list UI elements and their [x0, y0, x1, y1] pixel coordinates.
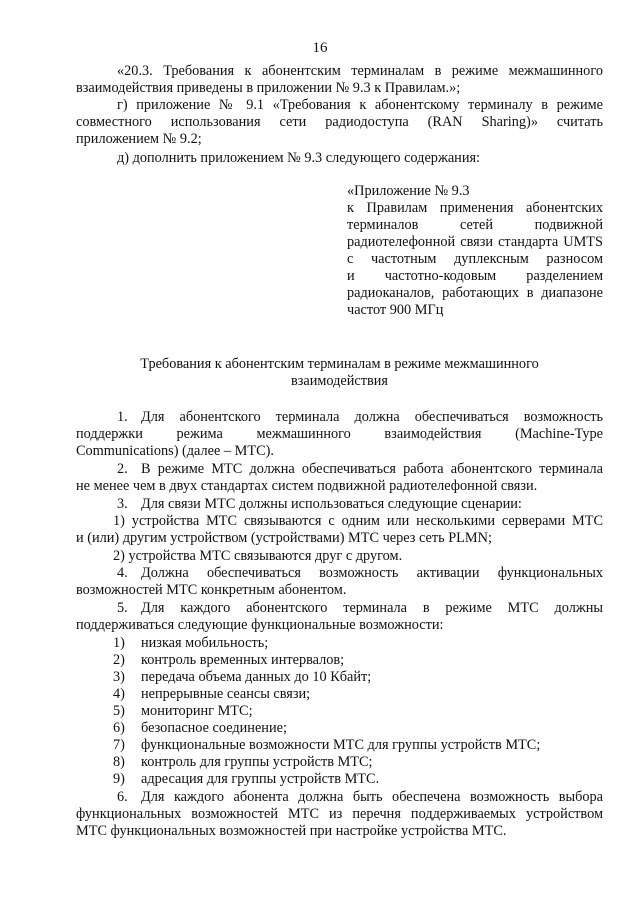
appendix-ref-line3: терминалов сетей подвижной [347, 217, 603, 233]
feature-number: 4) [113, 686, 125, 702]
feature-number: 7) [113, 737, 125, 753]
item-5-line1: Для каждого абонентского терминала в режиме МТС должны [141, 600, 603, 616]
item-6-line1: Для каждого абонента должна быть обеспечена возможность выбора [141, 789, 603, 805]
item-6-number: 6. [117, 789, 128, 805]
feature-number: 3) [113, 669, 125, 685]
feature-number: 8) [113, 754, 125, 770]
section-heading-line2: взаимодействия [290, 373, 389, 389]
feature-number: 9) [113, 771, 125, 787]
intro-p1-line2: взаимодействия приведены в приложении № 9.3 к Правилам.»; [76, 80, 461, 96]
intro-p2-line3: приложением № 9.2; [76, 131, 202, 147]
intro-p1-line1: «20.3. Требования к абонентским терминалам в режиме межмашинного [117, 63, 603, 79]
item-2-number: 2. [117, 461, 128, 477]
feature-text: непрерывные сеансы связи; [141, 686, 311, 702]
feature-number: 6) [113, 720, 125, 736]
item-4-line1: Должна обеспечиваться возможность активации функциональных [141, 565, 603, 581]
item-1-line1: Для абонентского терминала должна обеспечиваться возможность [141, 409, 603, 425]
item-4-number: 4. [117, 565, 128, 581]
item-1-line2: поддержки режима межмашинного взаимодействия (Machine-Type [76, 426, 603, 442]
feature-text: контроль для группы устройств МТС; [141, 754, 373, 770]
intro-p2-line2: совместного использования сети радиодоступа (RAN Sharing)» считать [76, 114, 603, 130]
appendix-ref-line2: к Правилам применения абонентских [347, 200, 603, 216]
item-1-number: 1. [117, 409, 128, 425]
appendix-ref-line7: радиоканалов, работающих в диапазоне [347, 285, 603, 301]
item-5-line2: поддерживаться следующие функциональные возможности: [76, 617, 444, 633]
intro-p3: д) дополнить приложением № 9.3 следующего содержания: [117, 150, 481, 166]
feature-text: передача объема данных до 10 Кбайт; [141, 669, 372, 685]
section-heading-line1: Требования к абонентским терминалам в режиме межмашинного [140, 356, 539, 372]
item-2-line1: В режиме МТС должна обеспечиваться работа абонентского терминала [141, 461, 603, 477]
feature-text: адресация для группы устройств МТС. [141, 771, 380, 787]
appendix-ref-line4: радиотелефонной связи стандарта UMTS [347, 234, 603, 250]
item-1-line3: Communications) (далее – МТС). [76, 443, 274, 459]
item-3-number: 3. [117, 496, 128, 512]
item-6-line2: функциональных возможностей МТС из перечня поддерживаемых устройством [76, 806, 603, 822]
feature-number: 2) [113, 652, 125, 668]
feature-text: функциональные возможности МТС для группы устройств МТС; [141, 737, 541, 753]
appendix-ref-line1: «Приложение № 9.3 [347, 183, 470, 199]
feature-text: безопасное соединение; [141, 720, 287, 736]
intro-p2-line1: г) приложение № 9.1 «Требования к абонентскому терминалу в режиме [117, 97, 603, 113]
feature-text: низкая мобильность; [141, 635, 269, 651]
appendix-ref-line6: и частотно-кодовым разделением [347, 268, 603, 284]
appendix-ref-line8: частот 900 МГц [347, 302, 444, 318]
item-6-line3: МТС функциональных возможностей при настройке устройства МТС. [76, 823, 507, 839]
feature-number: 1) [113, 635, 125, 651]
scenario-1-line2: и (или) другим устройством (устройствами) МТС через сеть PLMN; [76, 530, 492, 546]
item-5-number: 5. [117, 600, 128, 616]
feature-text: мониторинг МТС; [141, 703, 253, 719]
scenario-1-line1: 1) устройства МТС связываются с одним или несколькими серверами МТС [113, 513, 603, 529]
feature-number: 5) [113, 703, 125, 719]
appendix-ref-line5: с частотным дуплексным разносом [347, 251, 603, 267]
scenario-2: 2) устройства МТС связываются друг с другом. [113, 548, 403, 564]
item-2-line2: не менее чем в двух стандартах систем подвижной радиотелефонной связи. [76, 478, 538, 494]
feature-text: контроль временных интервалов; [141, 652, 345, 668]
page-number: 16 [312, 40, 328, 56]
item-4-line2: возможностей МТС конкретным абонентом. [76, 582, 347, 598]
item-3-line1: Для связи МТС должны использоваться следующие сценарии: [141, 496, 522, 512]
